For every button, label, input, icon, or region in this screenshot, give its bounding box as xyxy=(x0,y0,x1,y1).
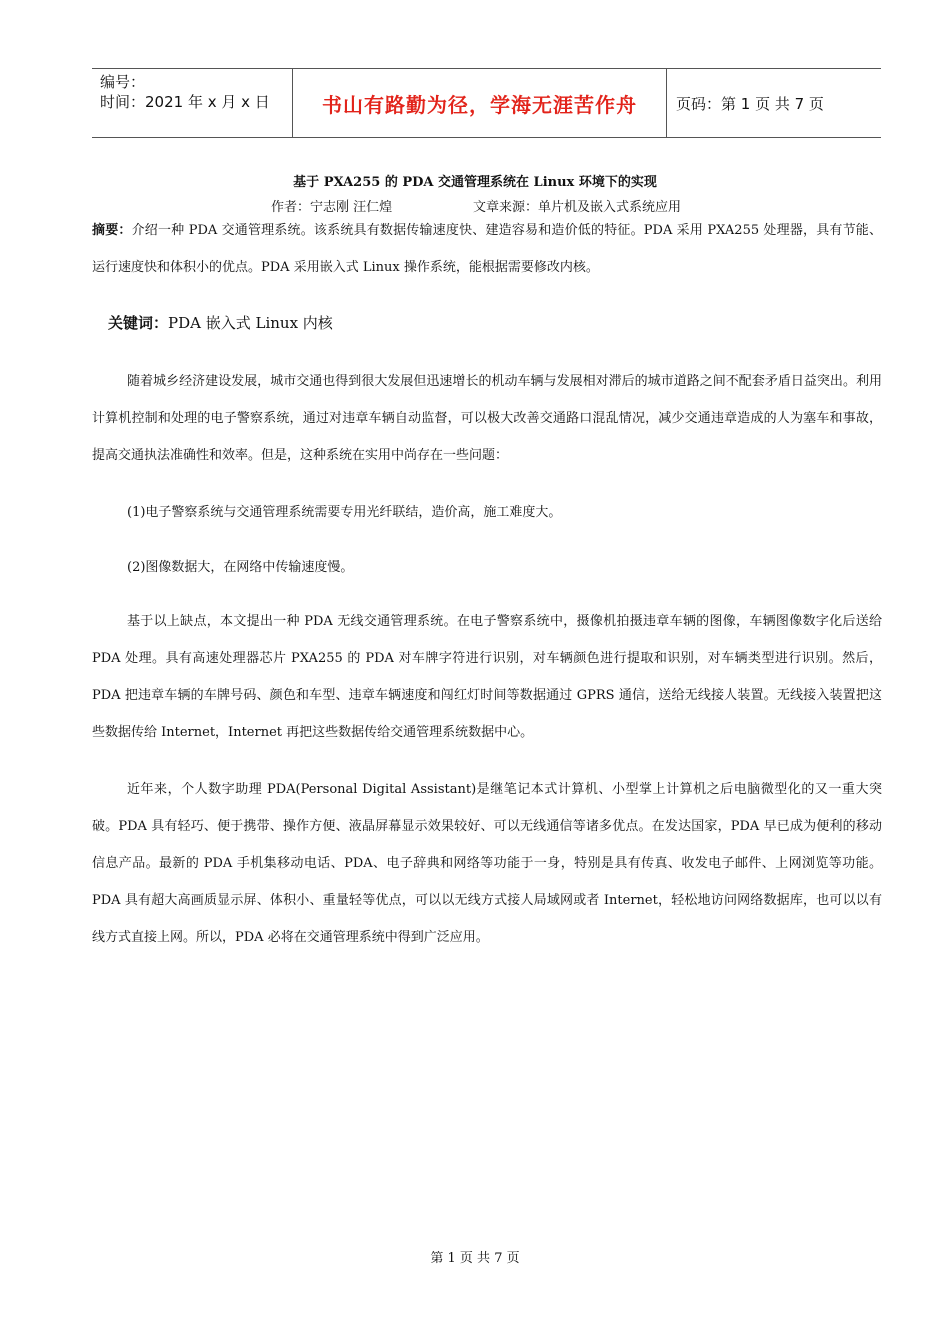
list-item-1: (1)电子警察系统与交通管理系统需要专用光纤联结，造价高，施工难度大。 xyxy=(127,505,562,520)
document-number-label: 编号： xyxy=(100,73,146,91)
header-page-label: 页码：第 1 页 共 7 页 xyxy=(676,94,824,113)
header-meta xyxy=(92,69,292,137)
keywords-text: PDA 嵌入式 Linux 内核 xyxy=(168,314,333,332)
header-motto-cell xyxy=(292,69,667,137)
body-paragraph-1: 随着城乡经济建设发展，城市交通也得到很大发展但迅速增长的机动车辆与发展相对滞后的城市道路之间不配套矛盾日益突出。利用计算机控制和处理的电子警察系统，通过对违章车辆自动监督，可以极大改善交通路口混乱情况，减少交通违章造成的人为塞车和事故，提高交通执法准确性和效率。但是，这种系统在实用中尚存在一些问题： xyxy=(92,374,882,463)
document-time-label: 时间：2021 年 x 月 x 日 xyxy=(100,93,270,111)
abstract xyxy=(92,212,882,286)
article-authors: 作者：宁志刚 汪仁煌 xyxy=(271,200,393,215)
body-paragraph-2: 基于以上缺点，本文提出一种 PDA 无线交通管理系统。在电子警察系统中，摄像机拍摄违章车辆的图像，车辆图像数字化后送给 PDA 处理。具有高速处理器芯片 PXA255 的 PDA 对车牌字符进行识别，对车辆颜色进行提取和识别，对车辆类型进行识别。然后，PDA 把违章车辆的车牌号码、颜色和车型、违章车辆速度和闯红灯时间等数据通过 GPRS 通信，送给无线接人装置。无线接入装置把这些数据传给 Internet，Internet 再把这些数据传给交通管理系统数据中心。 xyxy=(92,614,882,740)
keywords xyxy=(108,306,898,340)
page-footer: 第 1 页 共 7 页 xyxy=(430,1251,520,1266)
document-header xyxy=(92,68,881,138)
list-item-2: (2)图像数据大，在网络中传输速度慢。 xyxy=(127,560,354,575)
abstract-label: 摘要： xyxy=(92,223,132,238)
body-paragraph-3: 近年来，个人数字助理 PDA(Personal Digital Assistant)是继笔记本式计算机、小型掌上计算机之后电脑微型化的又一重大突破。PDA 具有轻巧、便于携带、操作方便、液晶屏幕显示效果较好、可以无线通信等诸多优点。在发达国家，PDA 早已成为便利的移动信息产品。最新的 PDA 手机集移动电话、PDA、电子辞典和网络等功能于一身，特别是具有传真、收发电子邮件、上网浏览等功能。PDA 具有超大高画质显示屏、体积小、重量轻等优点，可以以无线方式接人局域网或者 Internet，轻松地访问网络数据库，也可以以有线方式直接上网。所以，PDA 必将在交通管理系统中得到广泛应用。 xyxy=(92,782,882,945)
abstract-text: 介绍一种 PDA 交通管理系统。该系统具有数据传输速度快、建造容易和造价低的特征。PDA 采用 PXA255 处理器，具有节能、运行速度快和体积小的优点。PDA 采用嵌入式 Linux 操作系统，能根据需要修改内核。 xyxy=(92,223,882,275)
article-source: 文章来源：单片机及嵌入式系统应用 xyxy=(473,200,682,215)
header-motto: 书山有路勤为径，学海无涯苦作舟 xyxy=(322,92,637,117)
keywords-label: 关键词： xyxy=(108,314,169,332)
article-title: 基于 PXA255 的 PDA 交通管理系统在 Linux 环境下的实现 xyxy=(293,175,657,190)
header-page-cell xyxy=(666,69,881,137)
